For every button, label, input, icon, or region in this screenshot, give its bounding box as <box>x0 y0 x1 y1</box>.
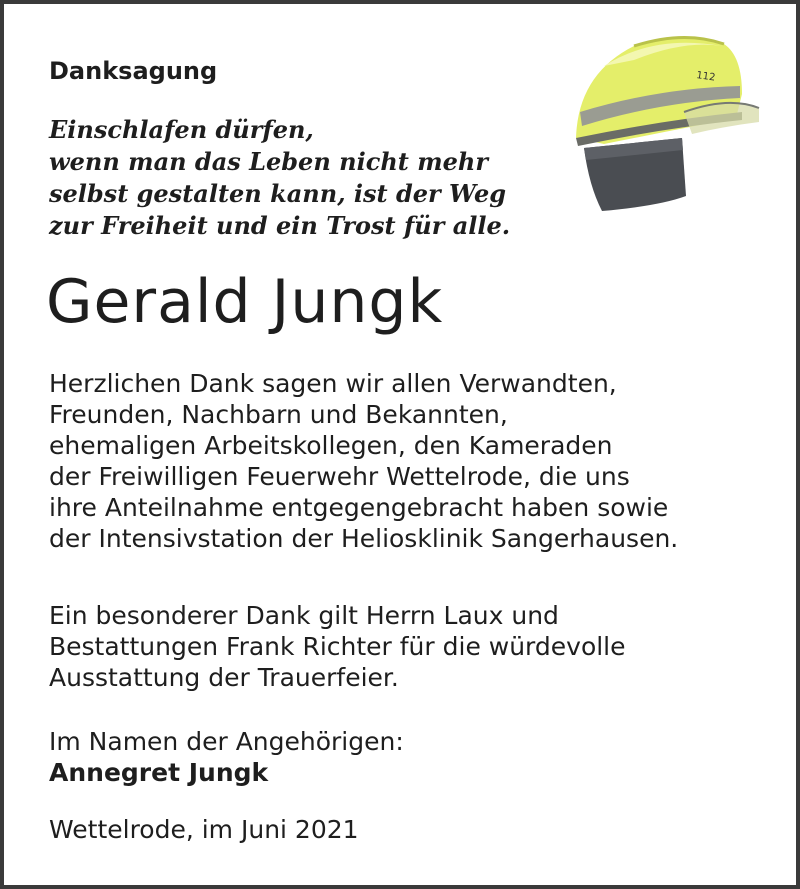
text-line: Herzlichen Dank sagen wir allen Verwandten, <box>49 369 617 398</box>
quote-line: zur Freiheit und ein Trost für alle. <box>49 211 511 240</box>
quote-line: Einschlafen dürfen, <box>49 115 314 144</box>
deceased-name: Gerald Jungk <box>46 267 444 337</box>
text-line: Ausstattung der Trauerfeier. <box>49 663 399 692</box>
helmet-number: 112 <box>695 70 717 84</box>
memorial-quote <box>49 114 510 242</box>
text-line: Ein besonderer Dank gilt Herrn Laux und <box>49 601 559 630</box>
thanks-paragraph-2 <box>49 600 626 693</box>
text-line: ehemaligen Arbeitskollegen, den Kameraden <box>49 431 613 460</box>
firefighter-helmet-icon <box>564 26 764 221</box>
text-line: Bestattungen Frank Richter für die würdevolle <box>49 632 626 661</box>
signer-name: Annegret Jungk <box>49 758 269 787</box>
notice-heading: Danksagung <box>49 57 218 85</box>
text-line: der Freiwilligen Feuerwehr Wettelrode, die uns <box>49 462 630 491</box>
place-date: Wettelrode, im Juni 2021 <box>49 815 359 844</box>
text-line: Freunden, Nachbarn und Bekannten, <box>49 400 508 429</box>
signoff-intro: Im Namen der Angehörigen: <box>49 727 404 756</box>
signoff <box>49 726 404 788</box>
quote-line: wenn man das Leben nicht mehr <box>49 147 488 176</box>
text-line: ihre Anteilnahme entgegengebracht haben sowie <box>49 493 669 522</box>
text-line: der Intensivstation der Heliosklinik Sangerhausen. <box>49 524 679 553</box>
quote-line: selbst gestalten kann, ist der Weg <box>49 179 507 208</box>
thanks-paragraph-1 <box>49 368 678 554</box>
